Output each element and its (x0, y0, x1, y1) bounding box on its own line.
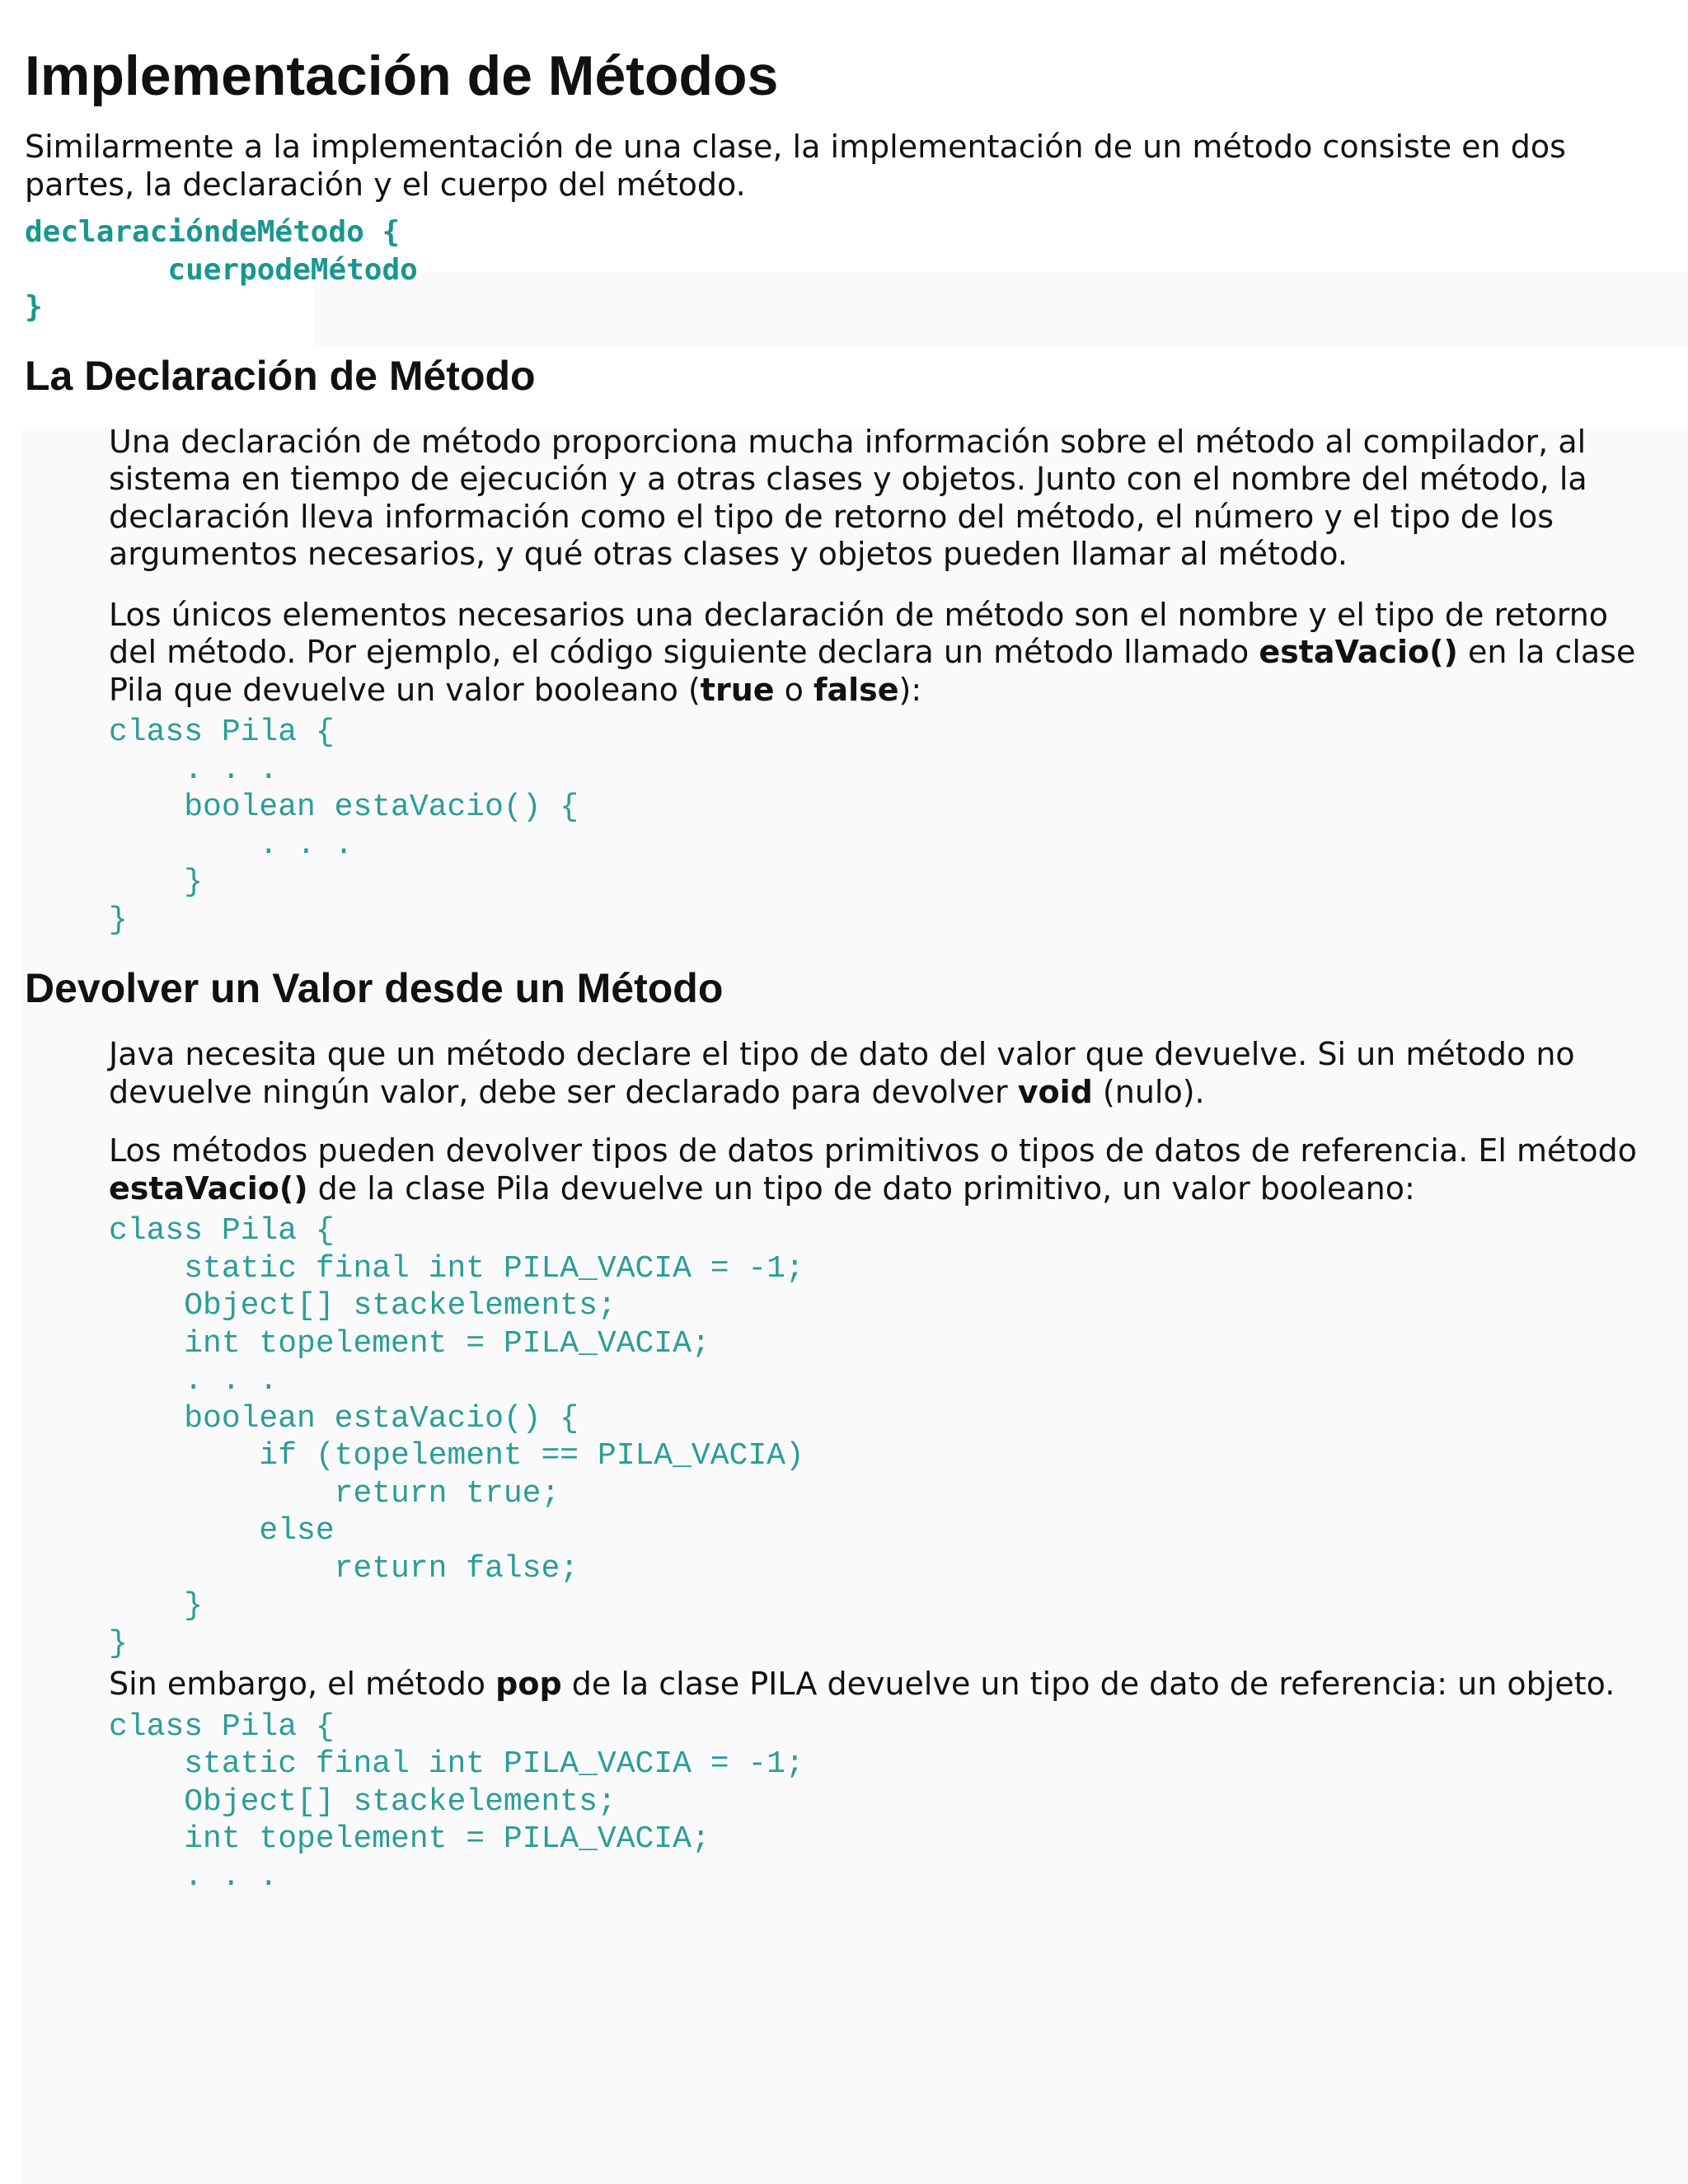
text-run: en la clase Pila que devuelve un valor booleano ( (109, 634, 1636, 708)
code-line: declaracióndeMétodo { (25, 215, 401, 249)
code-line: } (109, 1588, 204, 1624)
inline-bold: void (1017, 1073, 1093, 1110)
text-run: Los únicos elementos necesarios una declaración de método son el nombre y el tipo de retorno del método. Por ejemplo, el código siguiente declara un método llamado (109, 596, 1609, 670)
intro-code-block (25, 213, 1662, 326)
code-line: static final int PILA_VACIA = -1; (109, 1250, 804, 1286)
code-line: class Pila { (109, 715, 335, 750)
section-heading-return-value: Devolver un Valor desde un Método (25, 965, 724, 1011)
code-line: } (109, 1625, 128, 1661)
page-title: Implementación de Métodos (25, 45, 779, 107)
code-line: return false; (109, 1550, 579, 1586)
code-line: } (109, 865, 204, 900)
code-line: . . . (109, 1363, 279, 1399)
code-line: } (109, 902, 128, 938)
code-line: } (25, 290, 43, 324)
code-line: return true; (109, 1475, 560, 1511)
return-paragraph-2 (109, 1132, 1650, 1207)
intro-paragraph: Similarmente a la implementación de una clase, la implementación de un método consiste en dos partes, la declaración y el cuerpo del método. (25, 129, 1566, 203)
text-run: o (774, 671, 814, 708)
declaration-paragraph-2 (109, 597, 1650, 710)
text-run: Los métodos pueden devolver tipos de datos primitivos o tipos de datos de referencia. El método (109, 1132, 1637, 1169)
code-line: else (109, 1513, 335, 1549)
return-paragraph-3 (109, 1666, 1650, 1704)
inline-bold: pop (495, 1666, 562, 1702)
code-line: if (topelement == PILA_VACIA) (109, 1438, 804, 1474)
inline-bold: true (700, 671, 775, 708)
text-run: Sin embargo, el método (109, 1666, 496, 1702)
code-line: . . . (109, 752, 279, 788)
inline-bold: false (813, 671, 899, 708)
code-block-estavacio (109, 714, 1650, 939)
text-run: ): (898, 671, 922, 708)
code-line: cuerpodeMétodo (25, 252, 418, 287)
text-run: de la clase Pila devuelve un tipo de dato primitivo, un valor booleano: (307, 1169, 1415, 1207)
code-line: . . . (109, 1858, 279, 1895)
inline-code-bold: estaVacio() (109, 1169, 308, 1207)
text-run: de la clase PILA devuelve un tipo de dato de referencia: un objeto. (561, 1666, 1615, 1702)
code-line: class Pila { (109, 1708, 335, 1745)
code-block-pila-reference (109, 1708, 1650, 1896)
text-run: (nulo). (1092, 1073, 1205, 1110)
code-line: . . . (109, 827, 354, 863)
section-body-return-value (109, 1036, 1650, 1896)
code-line: boolean estaVacio() { (109, 790, 579, 825)
code-line: Object[] stackelements; (109, 1288, 617, 1324)
code-line: static final int PILA_VACIA = -1; (109, 1746, 804, 1782)
inline-code-bold: estaVacio() (1259, 634, 1458, 670)
section-body-declaration (109, 424, 1650, 940)
text-run: Java necesita que un método declare el tipo de dato del valor que devuelve. Si un método no devuelve ningún valor, debe ser declarado para devolver (109, 1036, 1575, 1110)
code-block-pila-primitive (109, 1212, 1650, 1662)
code-line: int topelement = PILA_VACIA; (109, 1325, 710, 1361)
declaration-paragraph-1: Una declaración de método proporciona mucha información sobre el método al compilador, al sistema en tiempo de ejecución y a otras clases y objetos. Junto con el nombre del método, la declaración lleva información como el tipo de retorno del método, el número y el tipo de los argumentos necesarios, y qué otras clases y objetos pueden llamar al método. (109, 423, 1587, 572)
return-paragraph-1 (109, 1036, 1650, 1111)
section-heading-declaration: La Declaración de Método (25, 352, 536, 399)
code-line: boolean estaVacio() { (109, 1400, 579, 1436)
code-line: Object[] stackelements; (109, 1783, 617, 1820)
code-line: int topelement = PILA_VACIA; (109, 1821, 710, 1857)
code-line: class Pila { (109, 1213, 335, 1249)
